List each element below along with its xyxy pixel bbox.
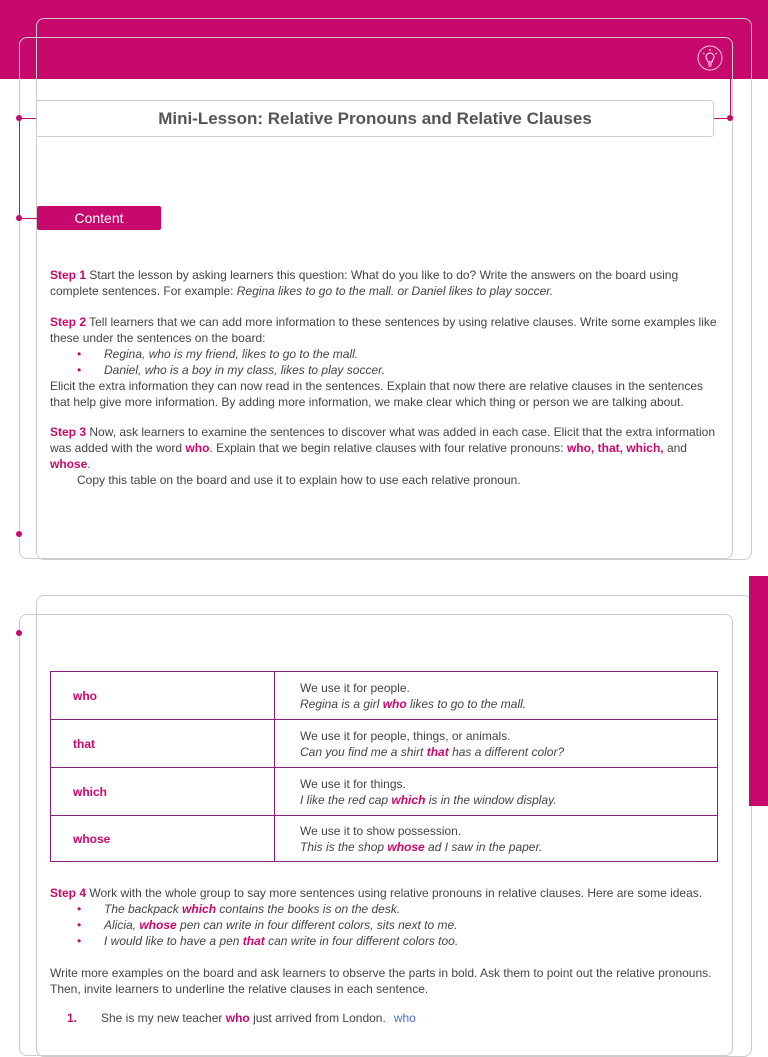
lightbulb-icon	[697, 45, 723, 71]
item-text: She is my new teacher	[101, 1011, 226, 1025]
step-label: Step 2	[50, 315, 87, 329]
step-4	[50, 885, 720, 997]
step-text: Start the lesson by asking learners this question: What do you like to do? Write the answers on the board using complete sentences. For example:	[50, 268, 679, 298]
list-item: • Alicia, whose pen can write in four different colors, sits next to me.	[50, 917, 720, 933]
section-tag: Content	[37, 206, 161, 230]
step-text: Work with the whole group to say more sentences using relative pronouns in relative clauses. Here are some ideas.	[86, 886, 703, 900]
example-text: Regina is a girl	[300, 696, 383, 711]
connector-dot	[16, 630, 22, 636]
table-cell-use	[275, 816, 718, 862]
use-text: We use it for people, things, or animals.	[300, 728, 511, 743]
step-2	[50, 314, 720, 410]
list-item: • The backpack which contains the books is on the desk.	[50, 901, 720, 917]
step-text: Tell learners that we can add more information to these sentences by using relative clauses. Write some examples like these under the sentences on the board:	[50, 315, 717, 345]
table-cell-pronoun: who	[51, 672, 275, 720]
step-3	[50, 424, 720, 488]
step-label: Step 1	[50, 268, 87, 282]
example-text: This is the shop	[300, 839, 388, 854]
keyword: which	[182, 902, 217, 916]
step-text: Write more examples on the board and ask learners to observe the parts in bold. Ask them to point out the relative pronouns. Then, invite learners to underline the relative clauses in each sentence.	[50, 966, 712, 996]
page-title: Mini-Lesson: Relative Pronouns and Relative Clauses	[36, 100, 714, 137]
table-cell-pronoun: which	[51, 768, 275, 816]
step-label: Step 4	[50, 886, 87, 900]
example-text: is in the window display.	[425, 792, 557, 807]
step-example: Regina likes to go to the mall. or Daniel likes to play soccer.	[236, 284, 554, 298]
keyword: who	[225, 1011, 250, 1025]
table-cell-pronoun: whose	[51, 816, 275, 862]
connector-line	[730, 79, 731, 118]
list-item: • Daniel, who is a boy in my class, likes to play soccer.	[50, 362, 720, 378]
item-number: 1.	[66, 1011, 77, 1025]
connector-dot	[727, 115, 733, 121]
table-row	[51, 816, 718, 862]
table-cell-use	[275, 720, 718, 768]
side-tab[interactable]	[749, 576, 768, 806]
step-text: Now, ask learners to examine the sentences to discover what was added in each case. Elicit that the extra information was added with the word	[50, 425, 716, 455]
example-text: likes to go to the mall.	[406, 696, 527, 711]
keyword: whose	[139, 918, 177, 932]
table-cell-use	[275, 768, 718, 816]
keyword: that	[426, 744, 449, 759]
keyword: who, that, which,	[566, 441, 664, 455]
table-row	[51, 720, 718, 768]
list-item: • I would like to have a pen that can write in four different colors too.	[50, 933, 720, 949]
item-text: just arrived from London.	[249, 1011, 386, 1025]
step-text: and	[663, 441, 687, 455]
keyword: whose	[50, 457, 88, 471]
step-text: .	[87, 457, 91, 471]
example-text: has a different color?	[448, 744, 565, 759]
step-label: Step 3	[50, 425, 87, 439]
list-item: • Regina, who is my friend, likes to go to the mall.	[50, 346, 720, 362]
example-text: ad I saw in the paper.	[424, 839, 543, 854]
step-text: Copy this table on the board and use it to explain how to use each relative pronoun.	[77, 473, 521, 487]
table-cell-pronoun: that	[51, 720, 275, 768]
table-row	[51, 672, 718, 720]
keyword: that	[242, 934, 265, 948]
use-text: We use it to show possession.	[300, 823, 462, 838]
answer-text: who	[393, 1011, 416, 1025]
use-text: We use it for people.	[300, 680, 410, 695]
connector-line	[19, 118, 20, 218]
step-text: Elicit the extra information they can now read in the sentences. Explain that now there are relative clauses in the sentences that help give more information. By adding more information, we make clear which thing or person we are talking about.	[50, 379, 704, 409]
table-cell-use	[275, 672, 718, 720]
table-row	[51, 768, 718, 816]
numbered-item	[50, 1011, 416, 1025]
keyword: who	[382, 696, 407, 711]
example-text: Can you find me a shirt	[300, 744, 427, 759]
step-1	[50, 267, 720, 299]
keyword: who	[185, 441, 210, 455]
connector-dot	[16, 531, 22, 537]
example-text: I like the red cap	[300, 792, 392, 807]
step-text: . Explain that we begin relative clauses with four relative pronouns:	[209, 441, 567, 455]
connector-dot	[16, 215, 22, 221]
connector-dot	[16, 115, 22, 121]
pronoun-table	[50, 671, 718, 862]
keyword: which	[391, 792, 426, 807]
keyword: whose	[387, 839, 425, 854]
use-text: We use it for things.	[300, 776, 406, 791]
